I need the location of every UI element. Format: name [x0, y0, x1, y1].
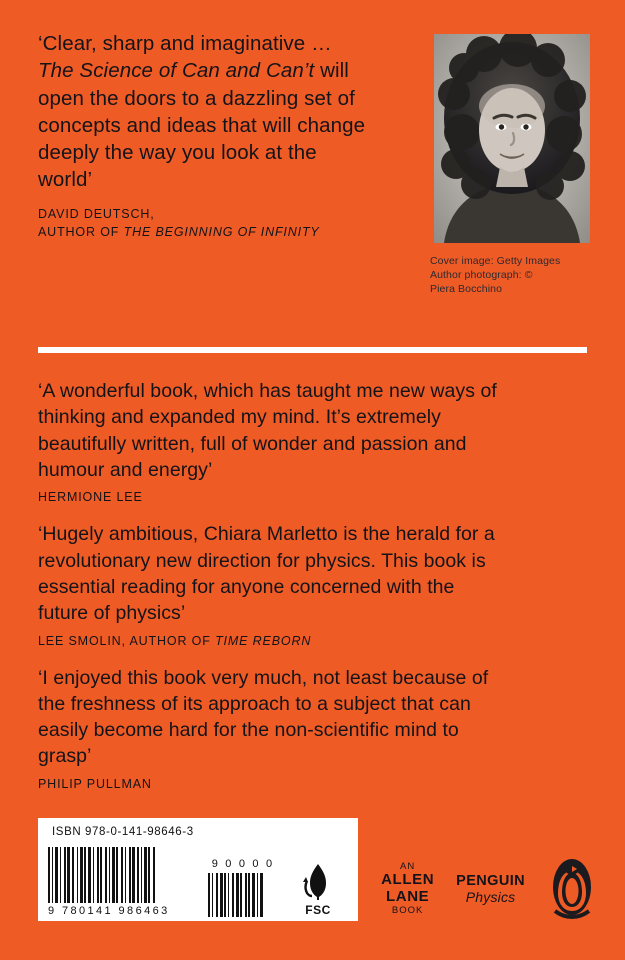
photo-credit-line-2: Author photograph: © — [430, 269, 533, 282]
review-attribution — [38, 634, 508, 648]
review-item — [38, 378, 508, 504]
barcode-panel — [38, 818, 358, 921]
review-text: ‘Hugely ambitious, Chiara Marletto is the herald for a revolutionary new direction for physics. This book is essential reading for anyone concerned with the future of physics’ — [38, 523, 495, 625]
review-item — [38, 521, 508, 647]
ean13-bars — [48, 847, 198, 903]
review-attribution — [38, 777, 508, 791]
ean5-addon-barcode — [208, 858, 278, 917]
ean13-digits: 9 780141 986463 — [48, 905, 170, 917]
penguin-physics-wordmark — [456, 873, 525, 906]
hero-quote-line1: ‘Clear, sharp and imaginative … — [38, 32, 332, 55]
review-text: ‘I enjoyed this book very much, not least because of the freshness of its approach to a subject that can easily become hard for the non-scientific mind to grasp’ — [38, 666, 489, 768]
review-text: ‘A wonderful book, which has taught me new ways of thinking and expanded my mind. It’s extremely beautifully written, full of wonder and passion and humour and energy’ — [38, 380, 497, 481]
photo-credit-line-1: Cover image: Getty Images — [430, 255, 561, 267]
fsc-label: FSC — [305, 903, 331, 917]
publisher-logos — [381, 856, 597, 922]
review-attribution — [38, 490, 508, 504]
hero-attrib-work: THE BEGINNING OF INFINITY — [123, 224, 320, 239]
fsc-logo — [294, 861, 342, 917]
review-attrib-prefix: LEE SMOLIN, AUTHOR OF — [38, 633, 216, 648]
penguin-word: PENGUIN — [456, 872, 525, 889]
ean5-digits: 9 0 0 0 0 — [211, 858, 275, 870]
hero-quote-title: The Science of Can and Can’t — [38, 59, 315, 83]
allen-lane-an: AN — [400, 860, 416, 872]
hero-quote-rest: will open the doors to a dazzling set of concepts and ideas that will change deeply the way you look at the world’ — [38, 59, 366, 192]
review-attrib-prefix: HERMIONE LEE — [38, 490, 143, 505]
photo-credit-line-3: Piera Bocchino — [430, 283, 503, 296]
allen-lane-book: BOOK — [391, 904, 424, 916]
hero-attrib-name: DAVID DEUTSCH, — [38, 206, 155, 221]
author-photograph — [434, 34, 590, 243]
ean5-bars — [208, 873, 278, 917]
hero-section — [38, 30, 590, 296]
reviews-list — [38, 378, 508, 808]
review-attrib-prefix: PHILIP PULLMAN — [38, 776, 152, 791]
ean13-barcode — [48, 847, 198, 917]
horizontal-divider — [38, 347, 587, 353]
review-item — [38, 665, 508, 791]
allen-lane-lane: LANE — [386, 888, 430, 905]
review-attrib-work: TIME REBORN — [215, 633, 312, 648]
photo-credit — [430, 254, 590, 297]
penguin-subject: Physics — [465, 889, 516, 906]
hero-attrib-prefix: AUTHOR OF — [38, 224, 124, 239]
allen-lane-allen: ALLEN — [381, 871, 435, 889]
hero-quote — [38, 30, 368, 194]
author-portrait-image — [434, 34, 590, 243]
barcode-row — [48, 841, 348, 917]
penguin-logo-icon — [547, 856, 597, 922]
fsc-tree-icon — [294, 861, 342, 901]
allen-lane-imprint-logo — [381, 862, 434, 917]
isbn-label: ISBN 978-0-141-98646-3 — [52, 826, 194, 838]
hero-attribution — [38, 205, 378, 241]
